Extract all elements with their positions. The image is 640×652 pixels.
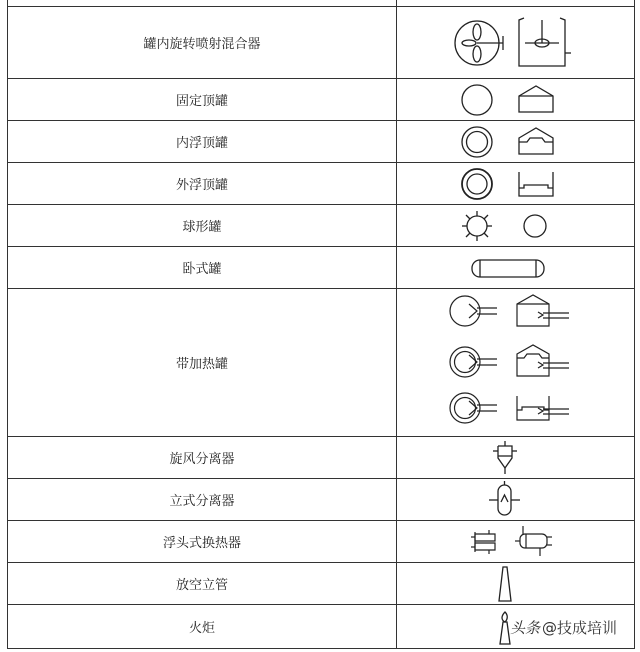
heated-tank-variants-icon <box>450 295 569 423</box>
table-row <box>8 563 635 605</box>
row-label-heated-tank: 带加热罐 <box>8 289 397 437</box>
watermark-prefix: 头条 <box>510 619 541 637</box>
vertical-separator-icon <box>489 481 520 515</box>
sphere-with-legs-icon <box>462 211 492 241</box>
circle-icon <box>524 215 546 237</box>
row-label-cyclone-separator: 旋风分离器 <box>8 437 397 479</box>
row-symbol-cell <box>397 121 635 163</box>
flare-icon <box>500 612 510 644</box>
fixed-roof-tank-icon <box>519 86 553 112</box>
row-symbol-cell <box>397 521 635 563</box>
table-row <box>8 7 635 79</box>
watermark-text: @技成培训 <box>542 619 618 637</box>
rotating-jet-mixer-tank-icon <box>519 18 571 66</box>
row-label-fixed-roof-tank: 固定顶罐 <box>8 79 397 121</box>
table-row <box>8 205 635 247</box>
floating-head-exchanger-icon <box>471 526 552 556</box>
table-row <box>8 247 635 289</box>
row-label-rotating-jet-mixer: 罐内旋转喷射混合器 <box>8 7 397 79</box>
table-row <box>8 79 635 121</box>
internal-floating-roof-tank-icon <box>519 128 553 154</box>
cyclone-separator-icon <box>493 441 517 474</box>
double-circle-icon <box>462 127 492 157</box>
row-label-vertical-separator: 立式分离器 <box>8 479 397 521</box>
row-label-internal-floating-roof-tank: 内浮顶罐 <box>8 121 397 163</box>
watermark <box>510 617 617 638</box>
row-label-horizontal-tank: 卧式罐 <box>8 247 397 289</box>
double-circle-icon <box>462 169 492 199</box>
table-row <box>8 289 635 437</box>
table-row <box>8 437 635 479</box>
equipment-symbol-table <box>7 0 635 649</box>
table-row <box>8 121 635 163</box>
row-symbol-cell <box>397 247 635 289</box>
row-symbol-cell <box>397 563 635 605</box>
row-symbol-cell <box>397 163 635 205</box>
rotating-jet-mixer-circle-icon <box>455 21 503 65</box>
row-symbol-cell <box>397 437 635 479</box>
vent-stack-icon <box>499 567 511 601</box>
row-label-floating-head-exchanger: 浮头式换热器 <box>8 521 397 563</box>
row-symbol-cell <box>397 479 635 521</box>
horizontal-tank-icon <box>472 260 544 277</box>
row-label-external-floating-roof-tank: 外浮顶罐 <box>8 163 397 205</box>
row-label-vent-stack: 放空立管 <box>8 563 397 605</box>
table-row <box>8 479 635 521</box>
row-label-spherical-tank: 球形罐 <box>8 205 397 247</box>
table-row <box>8 163 635 205</box>
external-floating-roof-tank-icon <box>519 172 553 196</box>
row-symbol-cell <box>397 79 635 121</box>
table-row <box>8 521 635 563</box>
row-symbol-cell <box>397 289 635 437</box>
circle-icon <box>462 85 492 115</box>
row-symbol-cell <box>397 205 635 247</box>
row-label-flare: 火炬 <box>8 605 397 649</box>
row-symbol-cell <box>397 7 635 79</box>
